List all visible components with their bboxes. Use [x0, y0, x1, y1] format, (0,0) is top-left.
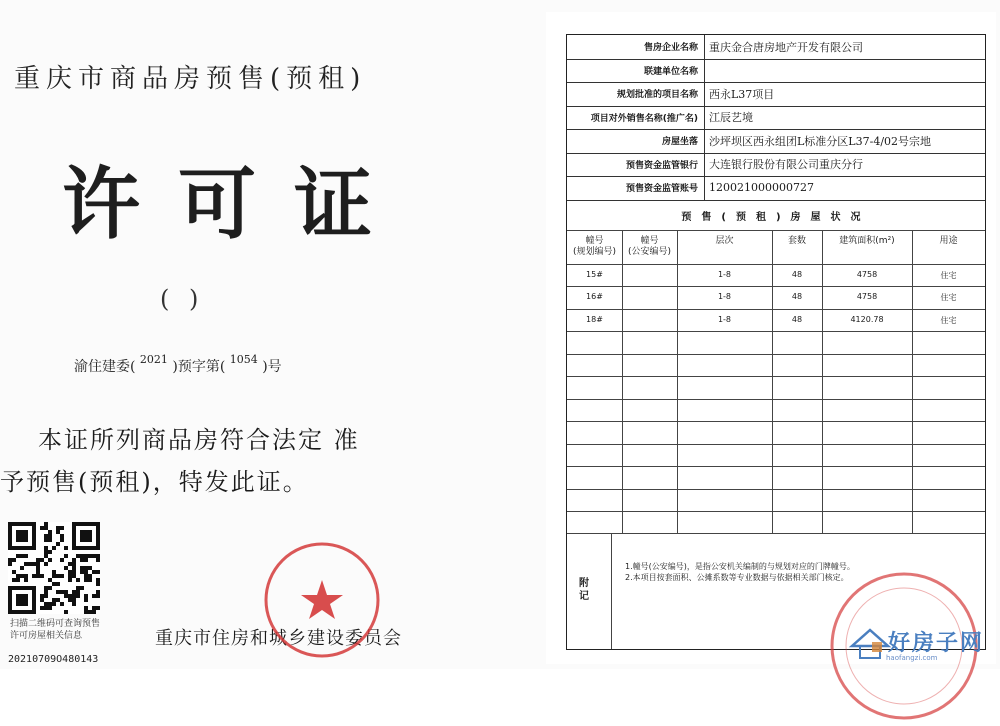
- form-field-value: 重庆金合唐房地产开发有限公司: [709, 40, 863, 54]
- form-row: [567, 129, 985, 154]
- table-row-rule: [567, 511, 985, 512]
- form-field-value: 沙坪坝区西永组团L标准分区L37-4/02号宗地: [709, 134, 932, 148]
- table-row-rule: [567, 354, 985, 355]
- form-field-value: 120021000000727: [709, 181, 814, 195]
- qr-code-icon[interactable]: [8, 522, 100, 614]
- table-rule: [567, 230, 985, 231]
- number-serial: 1054: [229, 353, 258, 366]
- watermark-text: 好房子网: [888, 630, 985, 656]
- table-cell: 1-8: [717, 269, 732, 279]
- form-field-value: 大连银行股份有限公司重庆分行: [709, 158, 863, 172]
- certificate-body-line-1: 本证所列商品房符合法定 准: [38, 426, 360, 454]
- form-field-label: 联建单位名称: [567, 59, 705, 83]
- table-cell: 1-8: [717, 314, 732, 324]
- certificate-subtitle: ( ): [160, 285, 205, 313]
- notes-label: 附 记: [579, 578, 589, 602]
- table-cell: 16#: [586, 292, 603, 301]
- table-cell: 48: [791, 292, 803, 301]
- table-row-rule: [567, 466, 985, 467]
- table-row-rule: [567, 489, 985, 490]
- table-row-rule: [567, 331, 985, 332]
- section-title: 预售(预租)房屋状况: [681, 211, 871, 223]
- certificate-title: 许可证: [62, 159, 411, 250]
- form-row: [567, 153, 985, 178]
- certificate-number-line: [74, 353, 282, 376]
- table-header-cell: 幢号 (公安编号): [627, 235, 672, 257]
- form-row: [567, 82, 985, 107]
- qr-caption: 扫描二维码可查询预售许可房屋相关信息: [10, 619, 101, 641]
- table-cell: 48: [791, 269, 803, 279]
- form-field-label: 房屋坐落: [567, 129, 705, 153]
- form-field-value: 西永L37项目: [709, 87, 775, 101]
- table-cell: 住宅: [940, 315, 957, 325]
- table-row-rule: [567, 444, 985, 445]
- table-row-rule: [567, 421, 985, 422]
- table-cell: 18#: [586, 314, 603, 324]
- table-header-cell: 幢号 (规划编号): [572, 235, 617, 257]
- presale-info-form: [566, 34, 986, 650]
- issuing-authority: 重庆市住房和城乡建设委员会: [155, 628, 402, 649]
- certificate-serial-number: 20210709O480143: [8, 654, 99, 665]
- number-year: 2021: [139, 353, 168, 366]
- form-row: [567, 176, 985, 201]
- table-column-rule: [622, 230, 623, 534]
- table-cell: 住宅: [940, 293, 957, 302]
- table-header-cell: 建筑面积(m²): [839, 235, 895, 246]
- number-mid: )预字第(: [172, 359, 226, 375]
- table-cell: 4758: [856, 269, 878, 279]
- certificate-body-line-2: 予预售(预租)，特发此证。: [0, 468, 309, 496]
- note-item: 2.本项目按套面积、公摊系数等专业数据与依据相关部门核定。: [625, 573, 849, 582]
- form-row: [567, 59, 985, 84]
- table-cell: 48: [791, 314, 803, 324]
- form-row: [567, 35, 985, 60]
- table-rule: [567, 533, 985, 534]
- table-cell: 15#: [586, 269, 603, 279]
- notes-column-rule: [611, 533, 612, 649]
- form-field-label: 预售资金监管账号: [567, 176, 705, 200]
- table-row-rule: [567, 376, 985, 377]
- number-prefix: 渝住建委(: [74, 359, 136, 375]
- table-header-cell: 套数: [787, 235, 806, 246]
- table-header-cell: 用途: [939, 235, 958, 246]
- table-cell: 1-8: [717, 292, 732, 301]
- table-row-rule: [567, 264, 985, 265]
- form-field-value: 江辰艺境: [709, 111, 753, 125]
- form-field-label: 规划批准的项目名称: [567, 82, 705, 106]
- form-row: [567, 106, 985, 131]
- table-cell: 4758: [856, 292, 878, 301]
- certificate-header: 重庆市商品房预售(预租): [14, 64, 367, 94]
- number-suffix: )号: [262, 359, 282, 375]
- certificate-front: [0, 0, 540, 669]
- table-cell: 住宅: [940, 270, 957, 280]
- table-row-rule: [567, 309, 985, 310]
- table-row-rule: [567, 399, 985, 400]
- form-field-label: 预售资金监管银行: [567, 153, 705, 177]
- official-seal-icon: [262, 540, 382, 660]
- note-item: 1.幢号(公安编号)，是指公安机关编制的与规划对应的门牌幢号。: [625, 562, 855, 571]
- form-field-label: 售房企业名称: [567, 35, 705, 59]
- watermark-subtext: haofangzi.com: [886, 654, 938, 662]
- form-field-label: 项目对外销售名称(推广名): [567, 106, 705, 130]
- table-cell: 4120.78: [850, 314, 884, 324]
- table-row-rule: [567, 286, 985, 287]
- table-header-cell: 层次: [715, 235, 734, 246]
